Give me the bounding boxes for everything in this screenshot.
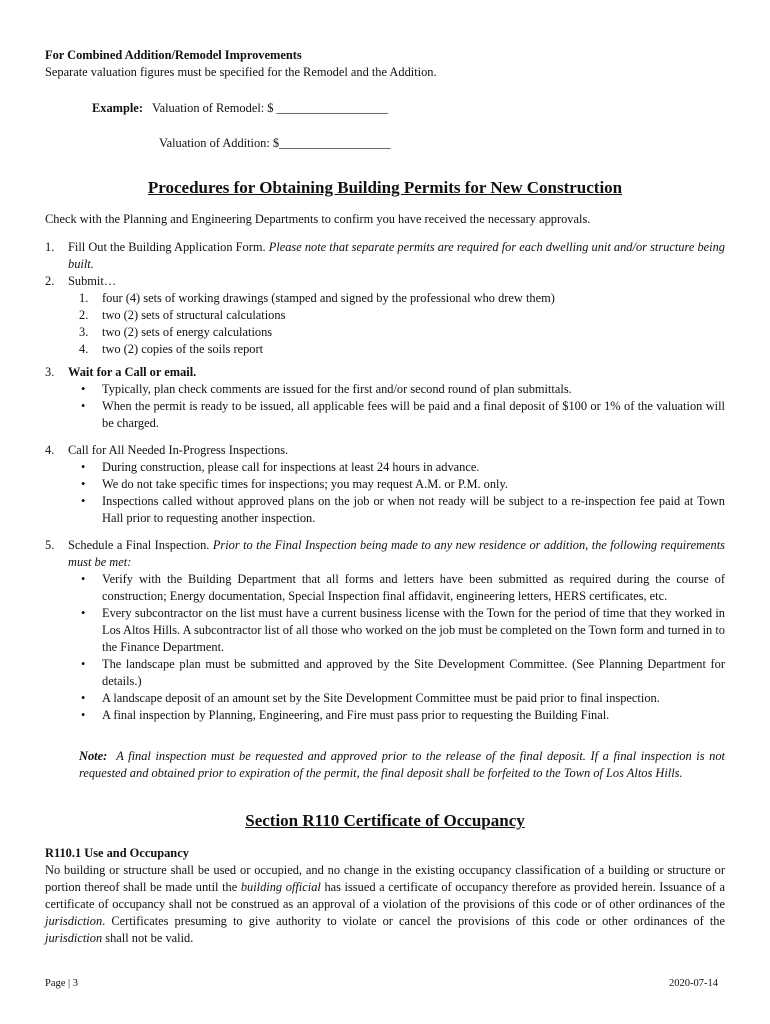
step-2-text: Submit… bbox=[68, 274, 117, 288]
step-4 bbox=[45, 442, 725, 459]
section-r110-title: Section R110 Certificate of Occupancy bbox=[245, 811, 525, 830]
step-1-number: 1. bbox=[45, 240, 55, 254]
step-4-bullet: • Inspections called without approved plans on the job or when not ready will be subject to a re-inspection fee paid at Town Hall prior to requesting another inspection. bbox=[81, 494, 725, 525]
step-4-bullet: • During construction, please call for inspections at least 24 hours in advance. bbox=[81, 460, 480, 474]
document-date: 2020-07-14 bbox=[669, 978, 718, 989]
step-4-bullet: • We do not take specific times for inspections; you may request A.M. or P.M. only. bbox=[81, 477, 508, 491]
step-3-bullet: • Typically, plan check comments are issued for the first and/or second round of plan submittals. bbox=[81, 382, 572, 396]
step-5 bbox=[45, 537, 725, 571]
step-3 bbox=[45, 364, 725, 381]
step-5-bullet: • The landscape plan must be submitted and approved by the Site Development Committee. (See Planning Department for details.) bbox=[81, 657, 725, 688]
procedure-step-3 bbox=[45, 364, 725, 432]
combined-text: Separate valuation figures must be specified for the Remodel and the Addition. bbox=[45, 65, 437, 79]
step-3-number: 3. bbox=[45, 365, 55, 379]
step-2-item: 2. two (2) sets of structural calculations bbox=[79, 308, 286, 322]
combined-section bbox=[45, 47, 725, 81]
procedure-step-4 bbox=[45, 442, 725, 527]
procedure-step-5 bbox=[45, 537, 725, 724]
step-2-item: 4. two (2) copies of the soils report bbox=[79, 342, 264, 356]
r110-subheading: R110.1 Use and Occupancy bbox=[45, 846, 189, 860]
step-5-bullet: • Every subcontractor on the list must have a current business license with the Town for the period of time that they worked in Los Altos Hills. A subcontractor list of all those who worked on the job must be completed on the Town form and turned in to the Finance Department. bbox=[81, 606, 725, 654]
procedure-steps-1-2 bbox=[45, 239, 725, 358]
remodel-valuation-line: Valuation of Remodel: $ __________________ bbox=[152, 101, 389, 115]
step-5-text: Schedule a Final Inspection. bbox=[68, 538, 210, 552]
page-number: Page | 3 bbox=[45, 978, 79, 989]
example-remodel: Example: Valuation of Remodel: $ __________________ bbox=[92, 101, 389, 115]
step-2-number: 2. bbox=[45, 274, 55, 288]
note-text: A final inspection must be requested and approved prior to the release of the final deposit. If a final inspection is not requested and obtained prior to expiration of the permit, the final deposit shall be forfeited to the Town of Los Altos Hills. bbox=[79, 749, 725, 780]
step-4-text: Call for All Needed In-Progress Inspections. bbox=[68, 443, 289, 457]
step-5-bullet: • Verify with the Building Department that all forms and letters have been submitted as required during the course of construction; Energy documentation, Special Inspection final affidavit, engineering letters, HERS certificates, etc. bbox=[81, 572, 725, 603]
step-5-bullet: • A final inspection by Planning, Engineering, and Fire must pass prior to requesting the Building Final. bbox=[81, 708, 610, 722]
step-1-text: Fill Out the Building Application Form. bbox=[68, 240, 266, 254]
note-label: Note: bbox=[79, 749, 108, 763]
step-3-bullet: • When the permit is ready to be issued, all applicable fees will be paid and a final deposit of $100 or 1% of the valuation will be charged. bbox=[81, 399, 725, 430]
step-2-item: 1. four (4) sets of working drawings (stamped and signed by the professional who drew them) bbox=[79, 291, 555, 305]
section-r110-body bbox=[45, 845, 725, 947]
addition-valuation-line: Valuation of Addition: $__________________ bbox=[159, 136, 391, 150]
step-1-note: Please note that separate permits are required for each dwelling unit and/or structure being built. bbox=[68, 240, 725, 271]
example-label: Example bbox=[92, 101, 139, 115]
step-2 bbox=[45, 273, 725, 290]
final-deposit-note bbox=[79, 748, 725, 782]
step-5-number: 5. bbox=[45, 538, 55, 552]
step-1 bbox=[45, 239, 725, 273]
step-2-item: 3. two (2) sets of energy calculations bbox=[79, 325, 273, 339]
combined-heading: For Combined Addition/Remodel Improvements bbox=[45, 48, 302, 62]
r110-paragraph: No building or structure shall be used or occupied, and no change in the existing occupancy classification of a building or structure or portion thereof shall be made until the building official has issued a certificate of occupancy therefore as provided herein. Issuance of a certificate of occupancy shall not be construed as an approval of a violation of the provisions of this code or of other ordinances of the jurisdiction. Certificates presuming to give authority to violate or cancel the provisions of this code or other ordinances of the jurisdiction shall not be valid. bbox=[45, 863, 725, 945]
step-4-number: 4. bbox=[45, 443, 55, 457]
step-5-note: Prior to the Final Inspection being made to any new residence or addition, the following requirements must be met: bbox=[68, 538, 725, 569]
procedures-title: Procedures for Obtaining Building Permits for New Construction bbox=[147, 178, 623, 197]
procedures-intro: Check with the Planning and Engineering Departments to confirm you have received the necessary approvals. bbox=[45, 212, 591, 226]
step-5-bullet: • A landscape deposit of an amount set by the Site Development Committee must be paid prior to final inspection. bbox=[81, 691, 660, 705]
step-3-text: Wait for a Call or email. bbox=[68, 365, 197, 379]
